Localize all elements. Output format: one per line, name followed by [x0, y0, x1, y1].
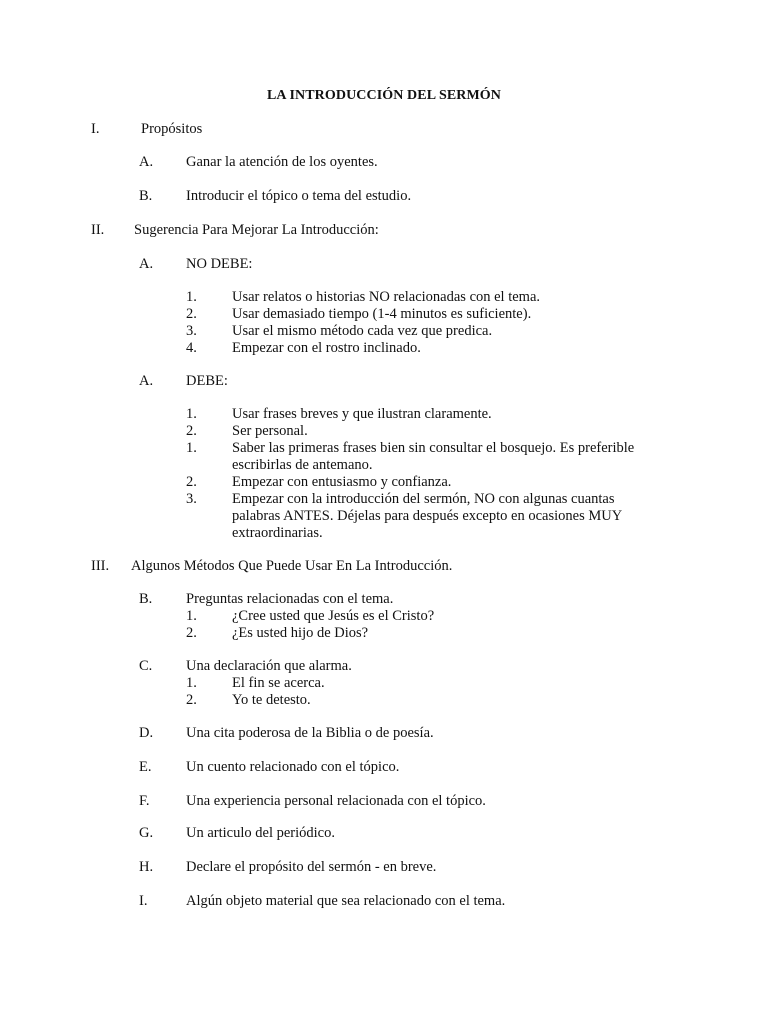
debe-item-text-continued: extraordinarias.: [232, 525, 323, 541]
section-3-item-marker: F.: [139, 793, 150, 809]
debe-item-text: Ser personal.: [232, 423, 308, 439]
debe-item-text-continued: palabras ANTES. Déjelas para después excepto en ocasiones MUY: [232, 508, 623, 524]
no-debe-label: NO DEBE:: [186, 256, 253, 272]
debe-item-marker: 2.: [186, 423, 197, 439]
section-2-heading: Sugerencia Para Mejorar La Introducción:: [134, 222, 379, 238]
section-1-numeral: I.: [91, 121, 100, 137]
section-3-subitem-marker: 1.: [186, 608, 197, 624]
no-debe-item-marker: 3.: [186, 323, 197, 339]
debe-item-marker: 1.: [186, 406, 197, 422]
section-3-heading: Algunos Métodos Que Puede Usar En La Introducción.: [131, 558, 453, 574]
debe-label: DEBE:: [186, 373, 228, 389]
debe-marker: A.: [139, 373, 154, 389]
debe-item-text: Usar frases breves y que ilustran claramente.: [232, 406, 492, 422]
no-debe-item-text: Usar relatos o historias NO relacionadas con el tema.: [232, 289, 541, 305]
section-1-item-b-marker: B.: [139, 188, 153, 204]
no-debe-item-marker: 2.: [186, 306, 197, 322]
section-3-subitem-marker: 2.: [186, 625, 197, 641]
section-3-item-marker: I.: [139, 893, 148, 909]
debe-item-marker: 1.: [186, 440, 197, 456]
section-3-item-text: Una experiencia personal relacionada con el tópico.: [186, 793, 486, 809]
section-3-subitem-text: ¿Cree usted que Jesús es el Cristo?: [232, 608, 435, 624]
section-3-item-marker: C.: [139, 658, 153, 674]
section-3-item-marker: D.: [139, 725, 154, 741]
debe-item-marker: 2.: [186, 474, 197, 490]
debe-item-text-continued: escribirlas de antemano.: [232, 457, 373, 473]
section-3-subitem-text: Yo te detesto.: [232, 692, 311, 708]
debe-item-text: Empezar con entusiasmo y confianza.: [232, 474, 452, 490]
section-1-heading: Propósitos: [141, 121, 203, 137]
section-3-item-text: Un cuento relacionado con el tópico.: [186, 759, 400, 775]
section-3-item-marker: G.: [139, 825, 154, 841]
debe-item-text: Empezar con la introducción del sermón, NO con algunas cuantas: [232, 491, 615, 507]
section-3-item-text: Un articulo del periódico.: [186, 825, 335, 841]
section-3-subitem-marker: 2.: [186, 692, 197, 708]
section-1-item-a-marker: A.: [139, 154, 154, 170]
section-3-item-marker: H.: [139, 859, 154, 875]
no-debe-item-text: Usar demasiado tiempo (1-4 minutos es suficiente).: [232, 306, 532, 322]
section-3-item-text: Algún objeto material que sea relacionado con el tema.: [186, 893, 506, 909]
section-3-subitem-marker: 1.: [186, 675, 197, 691]
section-1-item-a-text: Ganar la atención de los oyentes.: [186, 154, 378, 170]
section-3-item-text: Una cita poderosa de la Biblia o de poesía.: [186, 725, 434, 741]
debe-item-text: Saber las primeras frases bien sin consultar el bosquejo. Es preferible: [232, 440, 635, 456]
section-1-item-b-text: Introducir el tópico o tema del estudio.: [186, 188, 412, 204]
no-debe-item-marker: 4.: [186, 340, 197, 356]
no-debe-item-marker: 1.: [186, 289, 197, 305]
section-3-item-text: Preguntas relacionadas con el tema.: [186, 591, 394, 607]
page-title: LA INTRODUCCIÓN DEL SERMÓN: [266, 88, 502, 103]
no-debe-item-text: Empezar con el rostro inclinado.: [232, 340, 421, 356]
section-3-subitem-text: ¿Es usted hijo de Dios?: [232, 625, 369, 641]
debe-item-marker: 3.: [186, 491, 197, 507]
no-debe-marker: A.: [139, 256, 154, 272]
section-3-item-text: Declare el propósito del sermón - en breve.: [186, 859, 437, 875]
no-debe-item-text: Usar el mismo método cada vez que predica.: [232, 323, 493, 339]
section-3-item-text: Una declaración que alarma.: [186, 658, 352, 674]
section-3-item-marker: E.: [139, 759, 152, 775]
section-3-item-marker: B.: [139, 591, 153, 607]
section-3-subitem-text: El fin se acerca.: [232, 675, 325, 691]
section-3-numeral: III.: [91, 558, 110, 574]
section-2-numeral: II.: [91, 222, 105, 238]
